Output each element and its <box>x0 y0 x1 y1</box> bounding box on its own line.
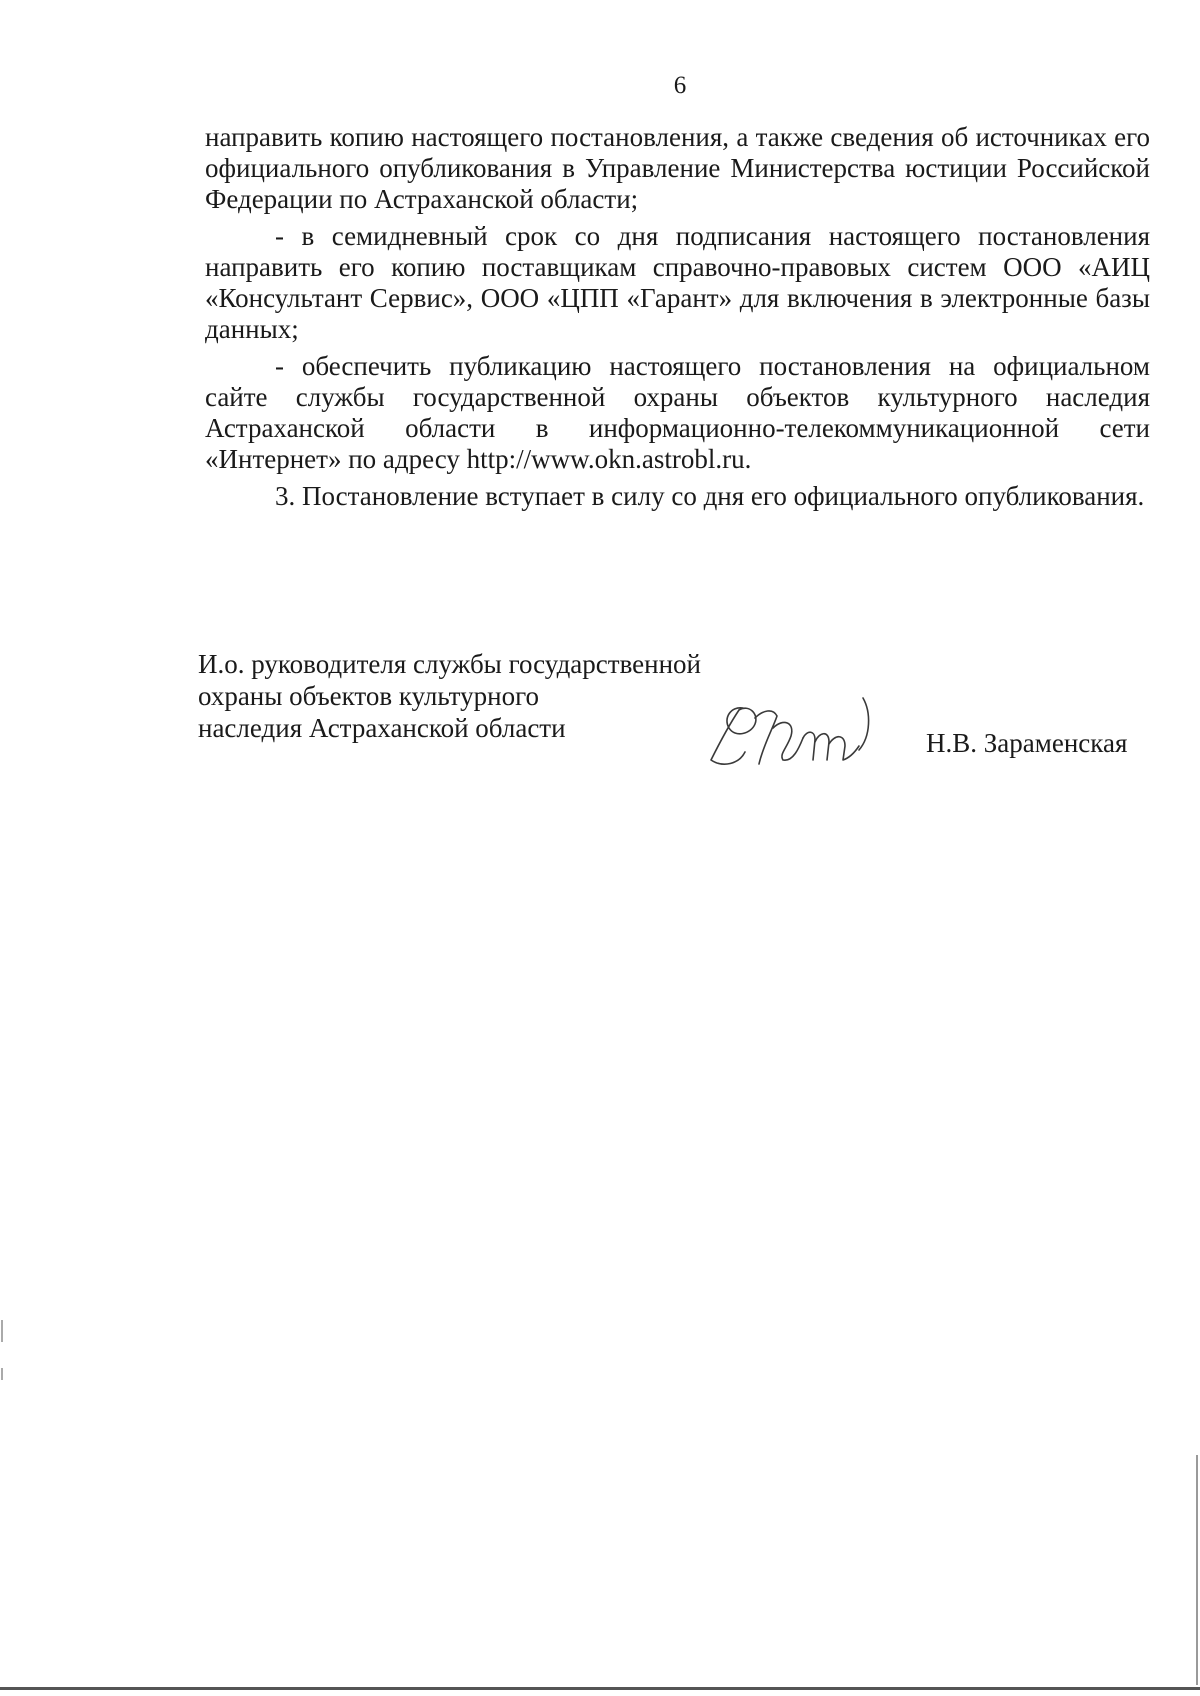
handwritten-signature <box>703 688 878 778</box>
signatory-title-line: наследия Астраханской области <box>198 713 566 743</box>
paragraph-continuation: направить копию настоящего постановления, а также сведения об источниках его официального опубликования в Управление Министерства юстиции Российской Федерации по Астраханской области; <box>205 122 1150 214</box>
signatory-title-line: И.о. руководителя службы государственной <box>198 649 701 679</box>
signatory-title <box>198 648 701 744</box>
document-body <box>205 122 1150 518</box>
signatory-name: Н.В. Зараменская <box>926 728 1128 758</box>
paragraph-send-copy: - в семидневный срок со дня подписания настоящего постановления направить его копию поставщикам справочно-правовых систем ООО «АИЦ «Консультант Сервис», ООО «ЦПП «Гарант» для включения в электронные базы данных; <box>205 221 1150 344</box>
scan-edge-right <box>1196 1455 1198 1685</box>
scan-mark <box>1 1320 3 1342</box>
paragraph-publish-online: - обеспечить публикацию настоящего постановления на официальном сайте службы государственной охраны объектов культурного наследия Астраханской области в информационно-телекоммуникационной сети «Интернет» по адресу http://www.okn.astrobl.ru. <box>205 351 1150 474</box>
scan-edge-bottom <box>0 1687 1200 1690</box>
paragraph-effective-date: 3. Постановление вступает в силу со дня его официального опубликования. <box>275 481 1145 511</box>
signatory-title-line: охраны объектов культурного <box>198 681 539 711</box>
signature-block <box>198 648 1158 768</box>
page-number: 6 <box>673 72 687 99</box>
scan-mark <box>1 1368 3 1380</box>
